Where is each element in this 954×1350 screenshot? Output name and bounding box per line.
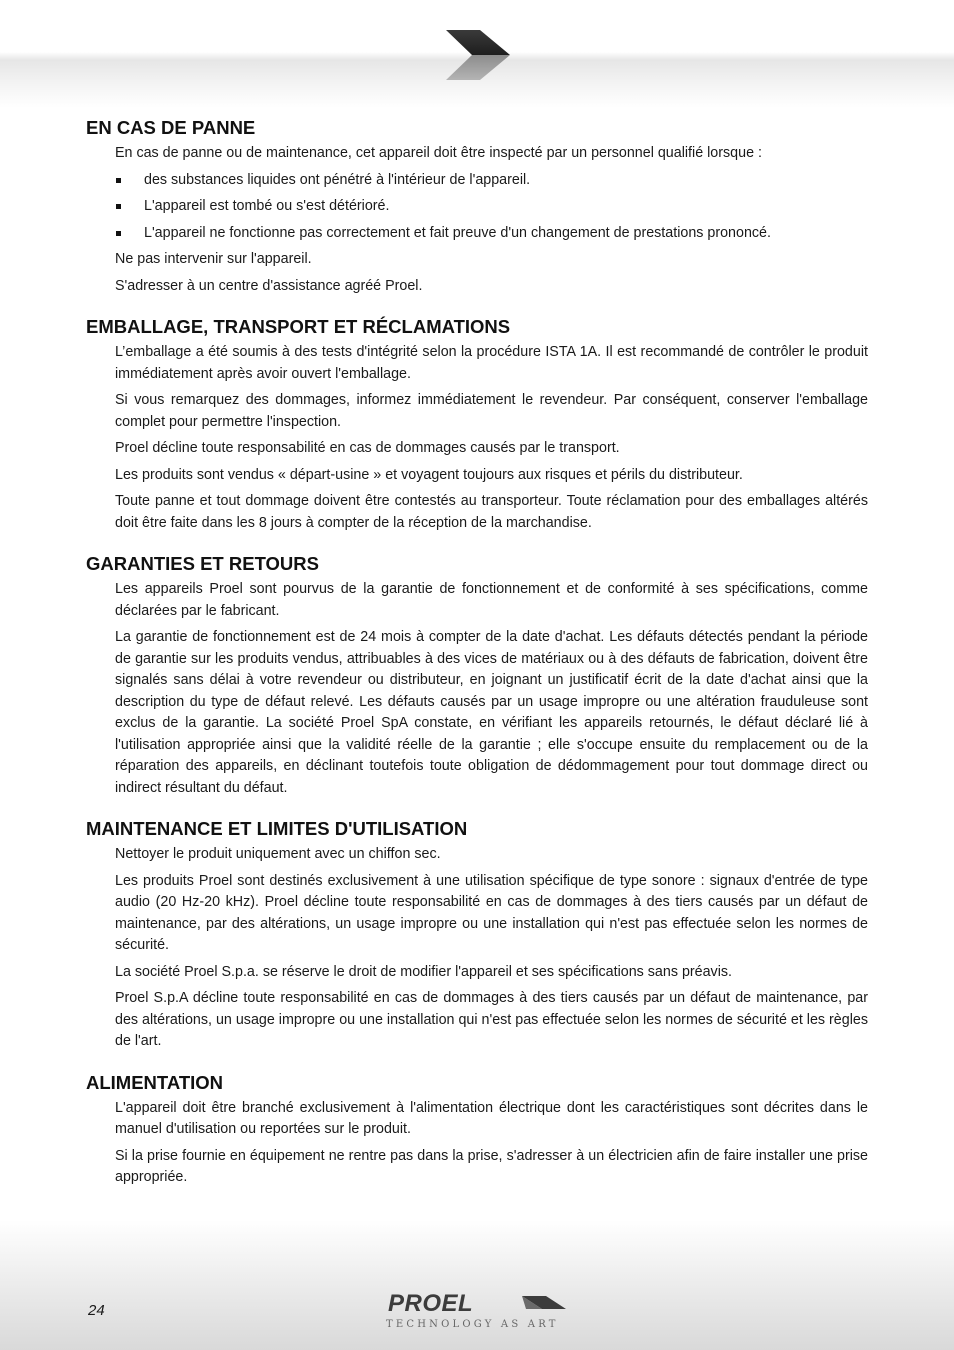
- list-item: [144, 170, 868, 192]
- document-body: [86, 116, 868, 1207]
- paragraph: Les produits Proel sont destinés exclusivement à une utilisation spécifique de type sonore : signaux d'entrée de type audio (20 Hz-20 kHz). Proel décline toute responsabilité en cas de dommages à des tiers causés par un défaut de maintenance, par des altérations, un usage impropre ou une installation qui n'est pas effectuée selon les normes de sécurité.: [115, 872, 868, 953]
- paragraph: En cas de panne ou de maintenance, cet appareil doit être inspecté par un personnel qualifié lorsque :: [115, 145, 762, 161]
- square-bullet-icon: [116, 204, 121, 209]
- paragraph: L’emballage a été soumis à des tests d'intégrité selon la procédure ISTA 1A. Il est recommandé de contrôler le produit immédiatement après avoir ouvert l'emballage.: [115, 344, 868, 382]
- list-item-text: L'appareil est tombé ou s'est détérioré.: [144, 198, 390, 214]
- section-en-cas-de-panne: [86, 116, 868, 297]
- paragraph: Proel décline toute responsabilité en cas de dommages causés par le transport.: [115, 440, 620, 456]
- paragraph: L'appareil doit être branché exclusivement à l'alimentation électrique dont les caractéristiques sont décrites dans le manuel d'utilisation ou reportées sur le produit.: [115, 1099, 868, 1137]
- paragraph: Nettoyer le produit uniquement avec un chiffon sec.: [115, 846, 441, 862]
- section-alimentation: [86, 1071, 868, 1189]
- bullet-list: [86, 170, 868, 245]
- paragraph: La garantie de fonctionnement est de 24 mois à compter de la date d'achat. Les défauts détectés pendant la période de garantie sur les produits vendus, attribuables à des vices de matériaux ou à des défauts de fabrication, doivent être signalés sans délai à votre revendeur ou distributeur, en joignant un justificatif écrit de la date d'achat ainsi que la description du type de défaut relevé. Les défauts causés par un usage impropre ou une altération frauduleuse sont exclus de la garantie. La société Proel SpA constate, en vérifiant les appareils retournés, le défaut déclaré lié à l'utilisation appropriée ainsi que la validité réelle de la garantie ; elle s'occupe ensuite du remplacement ou de la réparation des appareils, en déclinant toutefois toute obligation de dédommagement pour tout dommage direct ou indirect résultant du défaut.: [115, 629, 868, 796]
- section-emballage-transport: [86, 315, 868, 534]
- section-title: MAINTENANCE ET LIMITES D'UTILISATION: [86, 818, 468, 839]
- chevron-arrow-icon: [444, 28, 512, 82]
- square-bullet-icon: [116, 231, 121, 236]
- brand-name: PROEL: [388, 1290, 474, 1317]
- list-item: [144, 223, 868, 245]
- paragraph: Si vous remarquez des dommages, informez immédiatement le revendeur. Par conséquent, conserver l'emballage complet pour permettre l'inspection.: [115, 392, 868, 430]
- section-title: GARANTIES ET RETOURS: [86, 553, 319, 574]
- paragraph: La société Proel S.p.a. se réserve le droit de modifier l'appareil et ses spécifications sans préavis.: [115, 963, 733, 980]
- paragraph: Les produits sont vendus « départ-usine » et voyagent toujours aux risques et périls du distributeur.: [115, 466, 743, 483]
- brand-tagline: TECHNOLOGY AS ART: [386, 1319, 559, 1330]
- paragraph: Toute panne et tout dommage doivent être contestés au transporteur. Toute réclamation pour des emballages altérés doit être faite dans les 8 jours à compter de la réception de la marchandise.: [115, 493, 868, 531]
- paragraph: Les appareils Proel sont pourvus de la garantie de fonctionnement et de conformité à ses spécifications, comme déclarées par le fabricant.: [115, 581, 868, 619]
- section-title: EN CAS DE PANNE: [86, 117, 256, 138]
- paragraph: Proel S.p.A décline toute responsabilité en cas de dommages à des tiers causés par un défaut de maintenance, par des altérations, un usage impropre ou une installation qui n'est pas effectuée selon les normes de sécurité et les règles de l'art.: [115, 990, 868, 1049]
- paragraph: S'adresser à un centre d'assistance agréé Proel.: [115, 277, 423, 294]
- list-item-text: des substances liquides ont pénétré à l'intérieur de l'appareil.: [144, 171, 531, 188]
- page-number: 24: [88, 1302, 105, 1319]
- section-garanties-retours: [86, 552, 868, 799]
- square-bullet-icon: [116, 178, 121, 183]
- section-maintenance-limites: [86, 817, 868, 1053]
- paragraph: Ne pas intervenir sur l'appareil.: [115, 251, 312, 267]
- section-title: EMBALLAGE, TRANSPORT ET RÉCLAMATIONS: [86, 316, 511, 337]
- paragraph: Si la prise fournie en équipement ne rentre pas dans la prise, s'adresser à un électricien afin de faire installer une prise appropriée.: [115, 1147, 868, 1185]
- section-title: ALIMENTATION: [86, 1071, 224, 1093]
- list-item: [144, 196, 868, 218]
- list-item-text: L'appareil ne fonctionne pas correctement et fait preuve d'un changement de prestations prononcé.: [144, 224, 771, 241]
